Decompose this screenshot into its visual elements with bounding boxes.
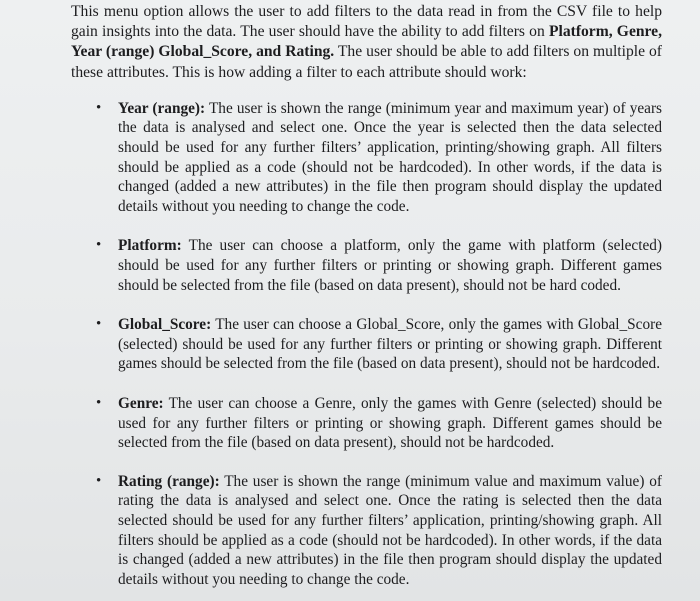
item-description: The user can choose a Global_Score, only the games with Global_Score (selected) should be used for any further filters or printing or showing graph. Different games should be selected from the file (based on data present), should not be hardcoded. [118, 316, 662, 373]
item-description: The user can choose a Genre, only the games with Genre (selected) should be used for any further filters or printing or showing graph. Different games should be selected from the file (based on data present), should not be hardcoded. [118, 394, 662, 452]
item-description: The user is shown the range (minimum value and maximum value) of rating the data is analysed and select one. Once the rating is selected then the data selected should be used for any further filters’ application, printing/showing graph. All filters should be applied as a code (should not be hardcoded). In other words, if the data is changed (added a new attributes) in the file then program should display the updated details without you needing to change the code. [118, 472, 662, 588]
bullet-icon: • [96, 316, 102, 333]
item-term: Rating (range): [118, 472, 220, 490]
intro-text-end: The user should be able to add filters on multiple of these attributes. This is how adding a filter to each attribute should work: [71, 43, 662, 81]
item-description: The user is shown the range (minimum year and maximum year) of years the data is analysed and select one. Once the year is selected then the data selected should be used for any further filters’ application, printing/showing graph. All filters should be applied as a code (should not be hardcoded). In other words, if the data is changed (added a new attributes) in the file then program should display the updated details without you needing to change the code. [118, 99, 663, 215]
intro-paragraph [71, 2, 662, 83]
item-term: Genre: [118, 394, 164, 412]
list-item-rating-range [71, 472, 662, 590]
list-item-year-range [71, 99, 662, 217]
intro-bold-attributes: Platform, Genre, Year (range) Global_Score, and Rating. [71, 23, 662, 61]
item-term: Global_Score: [118, 316, 212, 334]
list-item-global-score [71, 315, 662, 374]
bullet-icon: • [96, 237, 102, 254]
item-term: Year (range): [118, 99, 206, 117]
intro-text-start: This menu option allows the user to add filters to the data read in from the CSV file to help gain insights into the data. The user should have the ability to add filters on [71, 3, 662, 41]
filter-attribute-list [71, 99, 662, 589]
bullet-icon: • [96, 394, 102, 411]
list-item-platform [71, 236, 662, 295]
list-item-genre [71, 394, 662, 453]
bullet-icon: • [96, 472, 102, 489]
item-term: Platform: [118, 237, 182, 255]
bullet-icon: • [96, 99, 102, 116]
item-description: The user can choose a platform, only the game with platform (selected) should be used for any further filters or printing or showing graph. Different games should be selected from the file (based on data present), should not be hard coded. [118, 237, 662, 294]
